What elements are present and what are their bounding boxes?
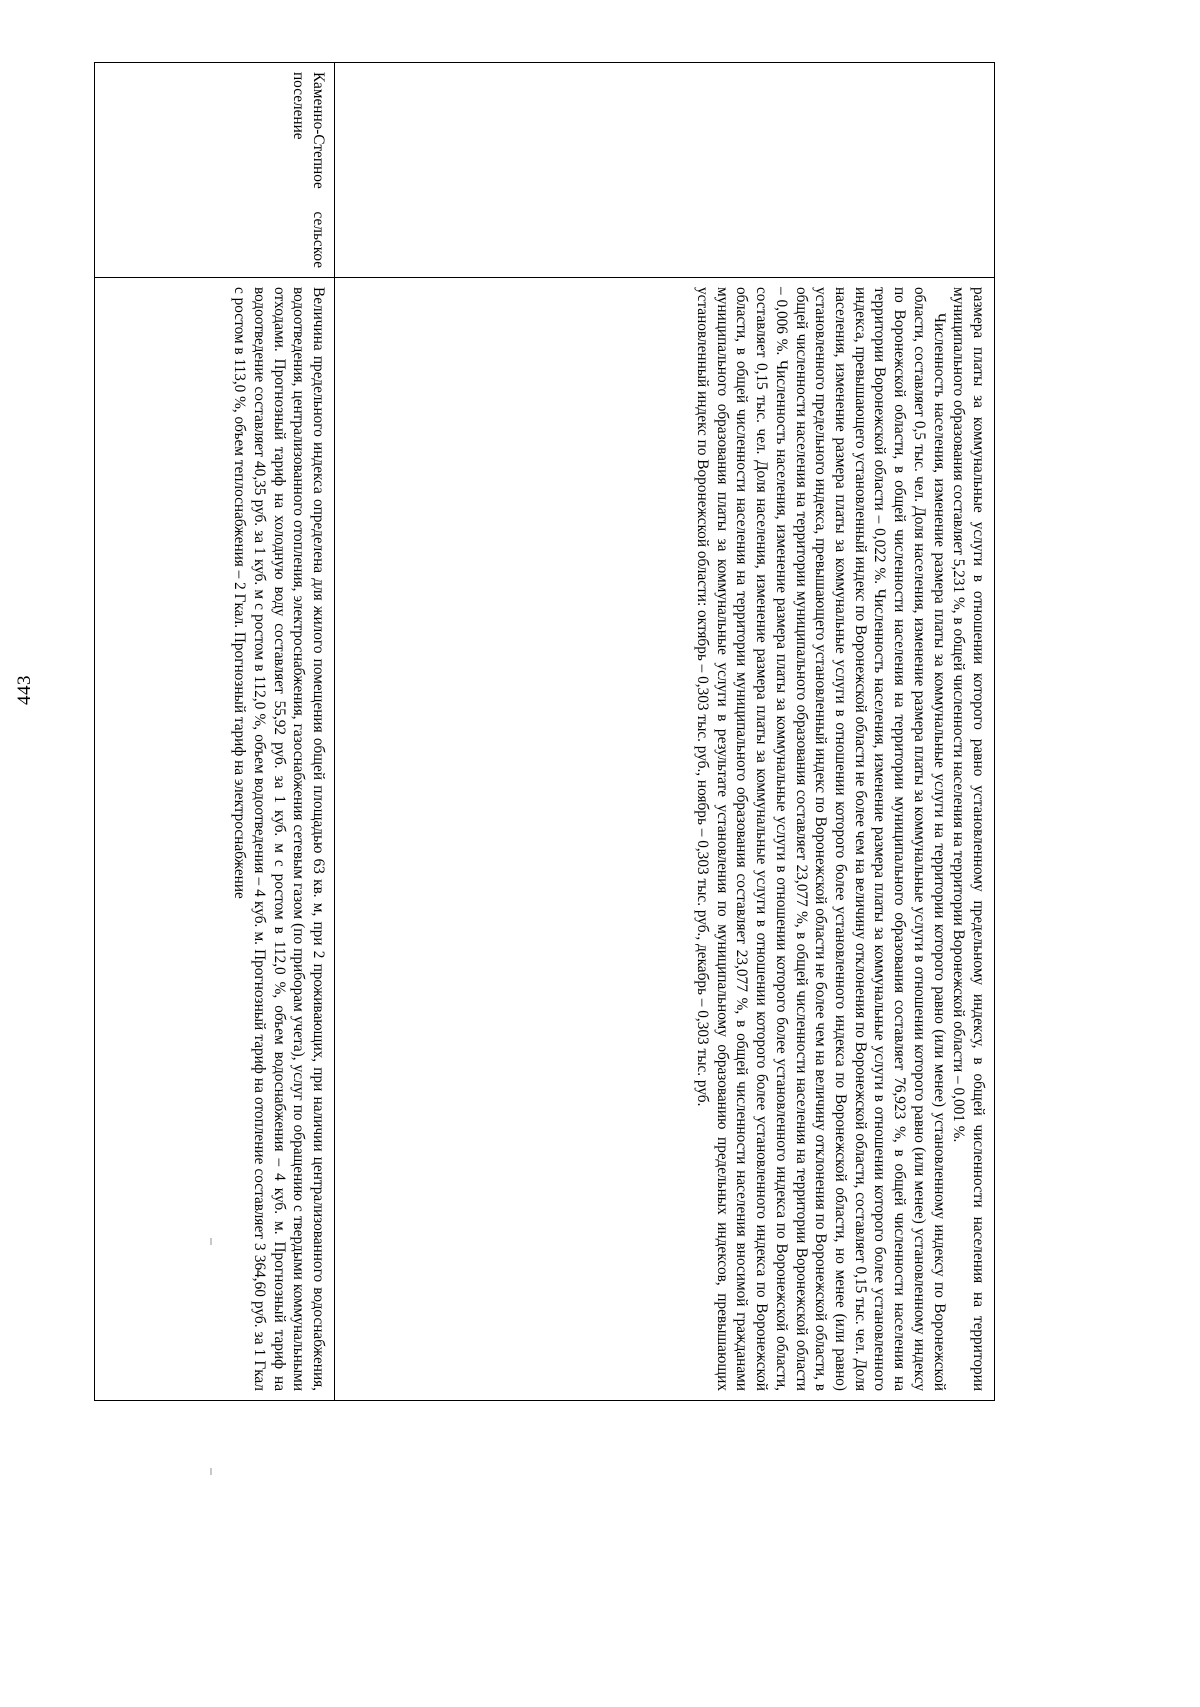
table-row (335, 63, 995, 1401)
table-cell-municipality-name (335, 63, 995, 278)
rotated-page-content (95, 62, 995, 1391)
table-cell-municipality-name (95, 63, 335, 278)
paragraph: Величина предельного индекса определена для жилого помещения общей площадью 63 кв. м, при 2 проживающих, при наличии централизованного водоснабжения, водоотведения, централизованного отопления, электроснабжения, газоснабжения сетевым газом (по приборам учета), услуг по обращению с твердыми коммунальными отходами. Прогнозный тариф на холодную воду составляет 55,92 руб. за 1 куб. м с ростом в 112,0 %, объем водоснабжения – 4 куб. м. Прогнозный тариф на водоотведение составляет 40,35 руб. за 1 куб. м с ростом в 112,0 %, объем водоотведения – 4 куб. м. Прогнозный тариф на отопление составляет 3 364,60 руб. за 1 Гкал с ростом в 113,0 %, объем теплоснабжения – 2 Гкал. Прогнозный тариф на электроснабжение (231, 287, 327, 1391)
page-number: 443 (14, 675, 35, 705)
paragraph: размера платы за коммунальные услуги в отношении которого равно установленному предельному индексу, в общей численности населения на территории муниципального образования составляет 5,231 %, в общей численности населения на территории Воронежской области – 0,001 %. (950, 287, 987, 1391)
municipality-name: Каменно-Степное сельское поселение (290, 72, 327, 268)
document-table (94, 62, 995, 1401)
table-row (95, 63, 335, 1401)
table-cell-description (335, 278, 995, 1401)
scan-artifact (210, 1468, 212, 1475)
paragraph: Численность населения, изменение размера платы за коммунальные услуги на территории которого равно (или менее) установленному индексу по Воронежской области, составляет 0,5 тыс. чел. Доля населения, изменение размера платы за коммунальные услуги в отношении которого равно (или менее) установленному индексу по Воронежской области, в общей численности населения на территории муниципального образования составляет 76,923 %, в общей численности населения на территории Воронежской области – 0,022 %. Численность населения, изменение размера платы за коммунальные услуги в отношении которого более установленного индекса, превышающего установленный индекс по Воронежской области не более чем на величину отклонения по Воронежской области, составляет 0,15 тыс. чел. Доля населения, изменение размера платы за коммунальные услуги в отношении которого более установленного индекса по Воронежской области, но менее (или равно) установленного предельного индекса, превышающего установленный индекс по Воронежской области не более чем на величину отклонения по Воронежской области, в общей численности населения на территории муниципального образования составляет 23,077 %, в общей численности населения на территории Воронежской области – 0,006 %. Численность населения, изменение размера платы за коммунальные услуги в отношении которого более установленного индекса по Воронежской области, составляет 0,15 тыс. чел. Доля населения, изменение размера платы за коммунальные услуги в отношении которого более установленного индекса по Воронежской области, в общей численности населения на территории муниципального образования составляет 23,077 %, в общей численности населения вносимой гражданами муниципального образования платы за коммунальные услуги в результате установления по муниципальному образованию предельных индексов, превышающих установленный индекс по Воронежской области: октябрь – 0,303 тыс. руб., ноябрь – 0,303 тыс. руб., декабрь – 0,303 тыс. руб. (693, 287, 948, 1391)
table-cell-description (95, 278, 335, 1401)
